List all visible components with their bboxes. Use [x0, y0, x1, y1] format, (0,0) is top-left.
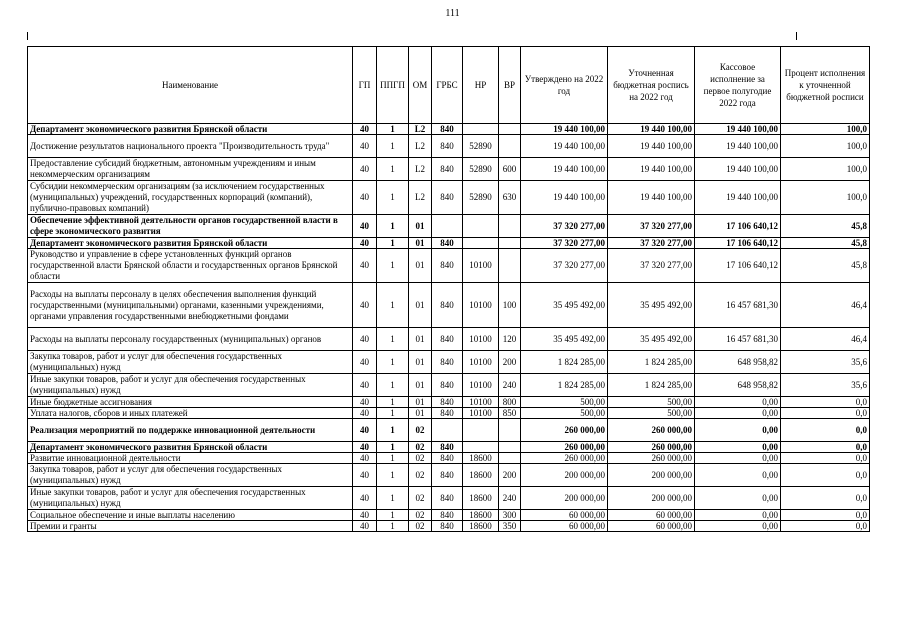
table-row [28, 238, 870, 249]
header-revised: Уточненная бюджетная роспись на 2022 год [608, 47, 695, 124]
cell-vr: 200 [499, 351, 521, 374]
cell-ppgp: 1 [377, 215, 409, 238]
cell-om: 01 [409, 249, 432, 283]
cell-name: Иные закупки товаров, работ и услуг для обеспечения государственных (муниципальных) нужд [28, 374, 353, 397]
cell-approved: 35 495 492,00 [521, 328, 608, 351]
cell-ppgp: 1 [377, 283, 409, 328]
cell-percent: 0,0 [781, 453, 870, 464]
cell-name: Закупка товаров, работ и услуг для обеспечения государственных (муниципальных) нужд [28, 351, 353, 374]
cell-percent: 0,0 [781, 464, 870, 487]
cell-approved: 19 440 100,00 [521, 124, 608, 135]
table-row [28, 464, 870, 487]
table-row [28, 249, 870, 283]
cell-om: 01 [409, 283, 432, 328]
cell-grbs: 840 [432, 181, 463, 215]
cell-grbs: 840 [432, 249, 463, 283]
cell-executed: 0,00 [695, 487, 781, 510]
header-name: Наименование [28, 47, 353, 124]
cell-nr: 52890 [463, 158, 499, 181]
cell-percent: 0,0 [781, 442, 870, 453]
cell-grbs: 840 [432, 374, 463, 397]
table-row [28, 442, 870, 453]
page-number: 111 [445, 8, 460, 19]
cell-nr [463, 442, 499, 453]
cell-nr: 10100 [463, 328, 499, 351]
cell-name: Расходы на выплаты персоналу государственных (муниципальных) органов [28, 328, 353, 351]
cell-om: L2 [409, 124, 432, 135]
cell-gp: 40 [353, 521, 377, 532]
cell-om: 02 [409, 521, 432, 532]
cell-vr: 200 [499, 464, 521, 487]
cell-revised: 35 495 492,00 [608, 328, 695, 351]
cell-approved: 260 000,00 [521, 453, 608, 464]
cell-revised: 1 824 285,00 [608, 374, 695, 397]
cell-om: L2 [409, 181, 432, 215]
table-row [28, 181, 870, 215]
cell-ppgp: 1 [377, 442, 409, 453]
cell-gp: 40 [353, 249, 377, 283]
cell-om: 02 [409, 464, 432, 487]
cell-grbs: 840 [432, 124, 463, 135]
cell-gp: 40 [353, 238, 377, 249]
cell-ppgp: 1 [377, 351, 409, 374]
cell-percent: 100,0 [781, 181, 870, 215]
cell-approved: 60 000,00 [521, 510, 608, 521]
cell-gp: 40 [353, 442, 377, 453]
cell-approved: 37 320 277,00 [521, 215, 608, 238]
cell-revised: 37 320 277,00 [608, 215, 695, 238]
cell-om: 01 [409, 328, 432, 351]
cell-vr [499, 215, 521, 238]
cell-gp: 40 [353, 283, 377, 328]
cell-vr: 850 [499, 408, 521, 419]
cell-percent: 100,0 [781, 158, 870, 181]
cell-percent: 46,4 [781, 328, 870, 351]
cell-vr: 630 [499, 181, 521, 215]
cell-executed: 19 440 100,00 [695, 135, 781, 158]
cell-om: 01 [409, 238, 432, 249]
table-body [28, 124, 870, 532]
cell-name: Обеспечение эффективной деятельности органов государственной власти в сфере экономического развития [28, 215, 353, 238]
cell-executed: 19 440 100,00 [695, 158, 781, 181]
cell-executed: 0,00 [695, 453, 781, 464]
cell-nr: 10100 [463, 351, 499, 374]
cell-name: Закупка товаров, работ и услуг для обеспечения государственных (муниципальных) нужд [28, 464, 353, 487]
cell-approved: 37 320 277,00 [521, 238, 608, 249]
cell-percent: 45,8 [781, 238, 870, 249]
cell-grbs: 840 [432, 442, 463, 453]
cell-approved: 19 440 100,00 [521, 181, 608, 215]
cell-nr: 10100 [463, 283, 499, 328]
cell-om: L2 [409, 158, 432, 181]
cell-name: Департамент экономического развития Брянской области [28, 442, 353, 453]
right-corner-tick [796, 32, 797, 40]
cell-om: 01 [409, 351, 432, 374]
cell-executed: 648 958,82 [695, 351, 781, 374]
table-header-row [28, 47, 870, 124]
cell-revised: 260 000,00 [608, 442, 695, 453]
budget-execution-table [27, 46, 870, 532]
cell-nr: 10100 [463, 249, 499, 283]
cell-ppgp: 1 [377, 510, 409, 521]
cell-vr: 100 [499, 283, 521, 328]
cell-nr: 10100 [463, 374, 499, 397]
cell-name: Руководство и управление в сфере установленных функций органов государственной власти Брянской области и государственных органов Брянской области [28, 249, 353, 283]
table-row [28, 215, 870, 238]
cell-vr: 240 [499, 374, 521, 397]
cell-gp: 40 [353, 351, 377, 374]
cell-om: L2 [409, 135, 432, 158]
cell-gp: 40 [353, 181, 377, 215]
cell-executed: 16 457 681,30 [695, 283, 781, 328]
cell-percent: 100,0 [781, 135, 870, 158]
cell-percent: 35,6 [781, 374, 870, 397]
cell-om: 02 [409, 510, 432, 521]
cell-grbs [432, 419, 463, 442]
cell-vr: 120 [499, 328, 521, 351]
table-row [28, 351, 870, 374]
table-row [28, 453, 870, 464]
cell-approved: 37 320 277,00 [521, 249, 608, 283]
cell-gp: 40 [353, 487, 377, 510]
header-approved: Утверждено на 2022 год [521, 47, 608, 124]
cell-executed: 0,00 [695, 442, 781, 453]
cell-ppgp: 1 [377, 249, 409, 283]
cell-gp: 40 [353, 464, 377, 487]
cell-name: Иные бюджетные ассигнования [28, 397, 353, 408]
cell-nr: 18600 [463, 464, 499, 487]
cell-executed: 17 106 640,12 [695, 249, 781, 283]
cell-ppgp: 1 [377, 238, 409, 249]
cell-grbs: 840 [432, 453, 463, 464]
cell-name: Достижение результатов национального проекта "Производительность труда" [28, 135, 353, 158]
cell-revised: 37 320 277,00 [608, 249, 695, 283]
cell-revised: 37 320 277,00 [608, 238, 695, 249]
cell-ppgp: 1 [377, 374, 409, 397]
cell-ppgp: 1 [377, 487, 409, 510]
cell-nr [463, 215, 499, 238]
cell-percent: 100,0 [781, 124, 870, 135]
cell-grbs: 840 [432, 464, 463, 487]
cell-revised: 60 000,00 [608, 510, 695, 521]
cell-grbs: 840 [432, 328, 463, 351]
cell-nr: 18600 [463, 487, 499, 510]
cell-executed: 19 440 100,00 [695, 181, 781, 215]
cell-gp: 40 [353, 408, 377, 419]
cell-approved: 60 000,00 [521, 521, 608, 532]
cell-nr [463, 124, 499, 135]
table-row [28, 521, 870, 532]
header-ppgp: ППГП [377, 47, 409, 124]
cell-name: Иные закупки товаров, работ и услуг для обеспечения государственных (муниципальных) нужд [28, 487, 353, 510]
cell-nr: 52890 [463, 181, 499, 215]
cell-gp: 40 [353, 158, 377, 181]
cell-grbs: 840 [432, 135, 463, 158]
cell-gp: 40 [353, 124, 377, 135]
cell-approved: 500,00 [521, 397, 608, 408]
cell-nr: 18600 [463, 521, 499, 532]
cell-executed: 17 106 640,12 [695, 215, 781, 238]
table-row [28, 510, 870, 521]
cell-vr: 600 [499, 158, 521, 181]
cell-ppgp: 1 [377, 521, 409, 532]
cell-executed: 648 958,82 [695, 374, 781, 397]
cell-percent: 35,6 [781, 351, 870, 374]
cell-ppgp: 1 [377, 408, 409, 419]
cell-ppgp: 1 [377, 453, 409, 464]
cell-percent: 45,8 [781, 249, 870, 283]
cell-percent: 0,0 [781, 487, 870, 510]
cell-ppgp: 1 [377, 124, 409, 135]
left-corner-tick [27, 32, 28, 40]
cell-gp: 40 [353, 419, 377, 442]
table-row [28, 124, 870, 135]
cell-revised: 19 440 100,00 [608, 181, 695, 215]
cell-revised: 35 495 492,00 [608, 283, 695, 328]
cell-executed: 0,00 [695, 397, 781, 408]
cell-ppgp: 1 [377, 328, 409, 351]
header-om: ОМ [409, 47, 432, 124]
cell-vr [499, 135, 521, 158]
cell-executed: 0,00 [695, 464, 781, 487]
cell-name: Субсидии некоммерческим организациям (за исключением государственных (муниципальных) учреждений, государственных корпораций (компаний), публично-правовых компаний) [28, 181, 353, 215]
cell-ppgp: 1 [377, 419, 409, 442]
cell-approved: 35 495 492,00 [521, 283, 608, 328]
cell-approved: 200 000,00 [521, 487, 608, 510]
header-nr: НР [463, 47, 499, 124]
table-row [28, 283, 870, 328]
cell-ppgp: 1 [377, 158, 409, 181]
header-executed: Кассовое исполнение за первое полугодие 2022 года [695, 47, 781, 124]
table-row [28, 408, 870, 419]
header-vr: ВР [499, 47, 521, 124]
cell-revised: 19 440 100,00 [608, 158, 695, 181]
cell-vr [499, 249, 521, 283]
table-row [28, 397, 870, 408]
cell-grbs [432, 215, 463, 238]
cell-nr: 52890 [463, 135, 499, 158]
cell-executed: 0,00 [695, 408, 781, 419]
cell-percent: 0,0 [781, 521, 870, 532]
table-row [28, 328, 870, 351]
cell-ppgp: 1 [377, 397, 409, 408]
cell-approved: 19 440 100,00 [521, 135, 608, 158]
cell-gp: 40 [353, 135, 377, 158]
cell-executed: 0,00 [695, 510, 781, 521]
cell-revised: 200 000,00 [608, 464, 695, 487]
cell-grbs: 840 [432, 351, 463, 374]
cell-vr [499, 419, 521, 442]
cell-nr: 10100 [463, 397, 499, 408]
cell-percent: 45,8 [781, 215, 870, 238]
cell-ppgp: 1 [377, 464, 409, 487]
cell-percent: 0,0 [781, 408, 870, 419]
cell-percent: 0,0 [781, 397, 870, 408]
cell-gp: 40 [353, 374, 377, 397]
cell-executed: 16 457 681,30 [695, 328, 781, 351]
cell-approved: 19 440 100,00 [521, 158, 608, 181]
cell-revised: 60 000,00 [608, 521, 695, 532]
cell-grbs: 840 [432, 397, 463, 408]
cell-percent: 46,4 [781, 283, 870, 328]
header-gp: ГП [353, 47, 377, 124]
cell-nr [463, 238, 499, 249]
cell-revised: 500,00 [608, 397, 695, 408]
cell-approved: 200 000,00 [521, 464, 608, 487]
cell-gp: 40 [353, 397, 377, 408]
cell-om: 02 [409, 487, 432, 510]
cell-grbs: 840 [432, 158, 463, 181]
cell-executed: 19 440 100,00 [695, 124, 781, 135]
cell-name: Департамент экономического развития Брянской области [28, 238, 353, 249]
cell-om: 02 [409, 453, 432, 464]
cell-grbs: 840 [432, 487, 463, 510]
cell-nr [463, 419, 499, 442]
cell-vr: 350 [499, 521, 521, 532]
cell-revised: 200 000,00 [608, 487, 695, 510]
cell-name: Предоставление субсидий бюджетным, автономным учреждениям и иным некоммерческим организациям [28, 158, 353, 181]
header-grbs: ГРБС [432, 47, 463, 124]
cell-approved: 260 000,00 [521, 442, 608, 453]
cell-grbs: 840 [432, 408, 463, 419]
cell-vr [499, 453, 521, 464]
cell-approved: 260 000,00 [521, 419, 608, 442]
cell-om: 02 [409, 442, 432, 453]
cell-om: 01 [409, 408, 432, 419]
cell-nr: 18600 [463, 453, 499, 464]
cell-grbs: 840 [432, 238, 463, 249]
cell-executed: 17 106 640,12 [695, 238, 781, 249]
cell-approved: 1 824 285,00 [521, 351, 608, 374]
table-row [28, 158, 870, 181]
cell-name: Департамент экономического развития Брянской области [28, 124, 353, 135]
cell-grbs: 840 [432, 510, 463, 521]
cell-executed: 0,00 [695, 419, 781, 442]
cell-revised: 19 440 100,00 [608, 124, 695, 135]
cell-percent: 0,0 [781, 510, 870, 521]
cell-gp: 40 [353, 453, 377, 464]
table-row [28, 419, 870, 442]
cell-revised: 1 824 285,00 [608, 351, 695, 374]
header-percent: Процент исполнения к уточненной бюджетной росписи [781, 47, 870, 124]
cell-om: 02 [409, 419, 432, 442]
cell-om: 01 [409, 374, 432, 397]
cell-ppgp: 1 [377, 181, 409, 215]
cell-gp: 40 [353, 328, 377, 351]
cell-vr [499, 124, 521, 135]
table-row [28, 487, 870, 510]
cell-nr: 10100 [463, 408, 499, 419]
cell-ppgp: 1 [377, 135, 409, 158]
cell-revised: 260 000,00 [608, 453, 695, 464]
cell-gp: 40 [353, 510, 377, 521]
cell-name: Расходы на выплаты персоналу в целях обеспечения выполнения функций государственными (муниципальными) органами, казенными учреждениями, органами управления государственными внебюджетными фондами [28, 283, 353, 328]
cell-revised: 260 000,00 [608, 419, 695, 442]
cell-grbs: 840 [432, 283, 463, 328]
cell-grbs: 840 [432, 521, 463, 532]
table-row [28, 374, 870, 397]
table-row [28, 135, 870, 158]
cell-om: 01 [409, 215, 432, 238]
cell-vr: 300 [499, 510, 521, 521]
cell-vr: 800 [499, 397, 521, 408]
cell-percent: 0,0 [781, 419, 870, 442]
cell-gp: 40 [353, 215, 377, 238]
cell-vr [499, 238, 521, 249]
cell-approved: 1 824 285,00 [521, 374, 608, 397]
cell-name: Развитие инновационной деятельности [28, 453, 353, 464]
cell-vr: 240 [499, 487, 521, 510]
cell-name: Уплата налогов, сборов и иных платежей [28, 408, 353, 419]
cell-nr: 18600 [463, 510, 499, 521]
cell-revised: 19 440 100,00 [608, 135, 695, 158]
cell-om: 01 [409, 397, 432, 408]
cell-name: Социальное обеспечение и иные выплаты населению [28, 510, 353, 521]
cell-executed: 0,00 [695, 521, 781, 532]
cell-revised: 500,00 [608, 408, 695, 419]
cell-vr [499, 442, 521, 453]
cell-approved: 500,00 [521, 408, 608, 419]
cell-name: Премии и гранты [28, 521, 353, 532]
cell-name: Реализация мероприятий по поддержке инновационной деятельности [28, 419, 353, 442]
